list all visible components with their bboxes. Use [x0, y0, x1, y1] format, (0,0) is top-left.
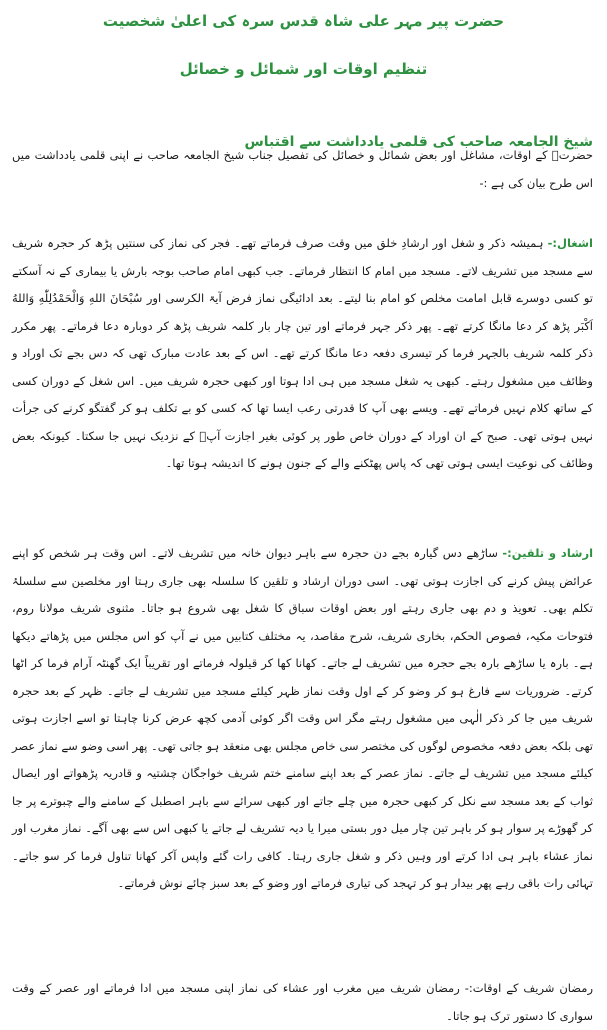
page-title: حضرت پیر مہر علی شاہ قدس سرہ کی اعلیٰ شخصیت	[102, 12, 505, 30]
paragraph-irshad	[12, 540, 593, 898]
paragraph-text: رمضان شریف کے اوقات:- رمضان شریف میں مغرب اور عشاء کی نماز اپنی مسجد میں ادا فرماتے اور عصر کے وقت سواری کا دستور ترک ہو جاتا۔	[12, 981, 593, 1023]
page-subtitle: تنظیم اوقات اور شمائل و خصائل	[179, 60, 428, 78]
intro-paragraph: حضرتؒ کے اوقات، مشاغل اور بعض شمائل و خصائل کی تفصیل جناب شیخ الجامعہ صاحب نے اپنی قلمی یادداشت میں اس طرح بیان کی ہے :-	[12, 148, 593, 190]
section-heading: شیخ الجامعہ صاحب کی قلمی یادداشت سے اقتباس	[244, 134, 593, 150]
paragraph-lead: ارشاد و تلقین:-	[502, 546, 594, 560]
paragraph-lead: اشغال:-	[547, 236, 594, 250]
paragraph-ramadan	[12, 975, 593, 1030]
paragraph-text: ہمیشہ ذکر و شغل اور ارشادِ خلق میں وقت صرف فرماتے تھے۔ فجر کی نماز کی سنتیں پڑھ کر حجرہ شریف سے مسجد میں تشریف لاتے۔ مسجد میں امام کا انتظار فرماتے۔ جب کبھی امام صاحب بوجہ بارش یا بیماری کے نہ آسکتے تو کسی دوسرے قابل امامت مخلص کو امام بنا لیتے۔ بعد ادائیگی نماز فرض آیۃ الکرسی اور سُبْحَانَ اللهِ وَالْحَمْدُلِلّٰهِ وَاللهُ اَكْبَر پڑھ کر دعا مانگا کرتے تھے۔ پھر ذکر جہر فرماتے اور تین چار بار کلمہ شریف پڑھ کر دوبارہ دعا فرماتے۔ پھر مکرر ذکر کلمہ شریف بالجہر فرما کر تیسری دفعہ دعا مانگا کرتے تھے۔ اس کے بعد عادت مبارک تھی کہ دس بجے تک اوراد و وظائف میں مشغول رہتے۔ کبھی یہ شغل مسجد میں ہی ادا ہوتا اور کبھی حجرہ شریف میں۔ اس شغل کے دوران کسی کے ساتھ کلام نہیں فرماتے تھے۔ ویسے بھی آپ کا قدرتی رعب ایسا تھا کہ کسی کو بے تکلف ہو کر گفتگو کرنے کی جرأت نہیں ہوتی تھی۔ صبح کے ان اوراد کے دوران خاص طور پر کوئی بغیر اجازت آپؒ کے نزدیک نہیں جا سکتا۔ کیونکہ بعض وظائف کی نوعیت ایسی ہوتی تھی کہ پاس پھٹکنے والے کے جنون ہونے کا اندیشہ ہوتا تھا۔	[12, 236, 593, 470]
paragraph-text: ساڑھے دس گیارہ بجے دن حجرہ سے باہر دیوان خانہ میں تشریف لاتے۔ اس وقت ہر شخص کو اپنے عرائض پیش کرنے کی اجازت ہوتی تھی۔ اسی دوران ارشاد و تلقین کا سلسلہ بھی جاری رہتا اور مخلصین سے سلسلۂ تکلم بھی۔ تعویذ و دم بھی جاری رہتے اور بعض اوقات سباق کا شغل بھی شروع ہو جاتا۔ مثنوی شریف مولانا روم، فتوحات مکیہ، فصوص الحکم، بخاری شریف، شرح مقاصد، یہ مختلف کتابیں میں نے آپ کو اس مجلس میں پڑھاتے دیکھا ہے۔ بارہ یا ساڑھے بارہ بجے حجرہ میں تشریف لے جاتے۔ کھانا کھا کر قیلولہ فرماتے اور تقریباً ایک گھنٹہ آرام فرما کر اٹھا کرتے۔ ضروریات سے فارغ ہو کر وضو کر کے اول وقت نماز ظہر کیلئے مسجد میں تشریف لے جاتے۔ ظہر کے بعد حجرہ شریف میں جا کر ذکر الٰہی میں مشغول رہتے مگر اس وقت اگر کوئی آدمی کچھ عرض کرنا چاہتا تو اسے اجازت ہوتی تھی بلکہ بعض دفعہ مخصوص لوگوں کی مختصر سی خاص مجلس بھی منعقد ہو جاتی تھی۔ پھر اسی وضو سے نماز عصر کیلئے مسجد میں تشریف لے جاتے۔ نماز عصر کے بعد اپنے سامنے ختم شریف خواجگان چشتیہ و قادریہ پڑھواتے اور ایصال ثواب کے بعد مسجد سے نکل کر کبھی حجرہ میں چلے جاتے اور کبھی سرائے سے باہر اصطبل کے سامنے والے چبوترے پر جا کر گھوڑے پر سوار ہو کر باہر تین چار میل دور بستی میرا یا دیہ تشریف لے جاتے یا کبھی اس سے بھی آگے۔ نماز مغرب اور نماز عشاء باہر ہی ادا کرتے اور وہیں ذکر و شغل جاری رہتا۔ کافی رات گئے واپس آکر کھانا تناول فرما کر سو جاتے۔ تہائی رات باقی رہے پھر بیدار ہو کر تہجد کی تیاری فرماتے اور وضو کے بعد سبز چائے نوش فرماتے۔	[12, 546, 594, 890]
paragraph-ashghal	[12, 230, 593, 478]
